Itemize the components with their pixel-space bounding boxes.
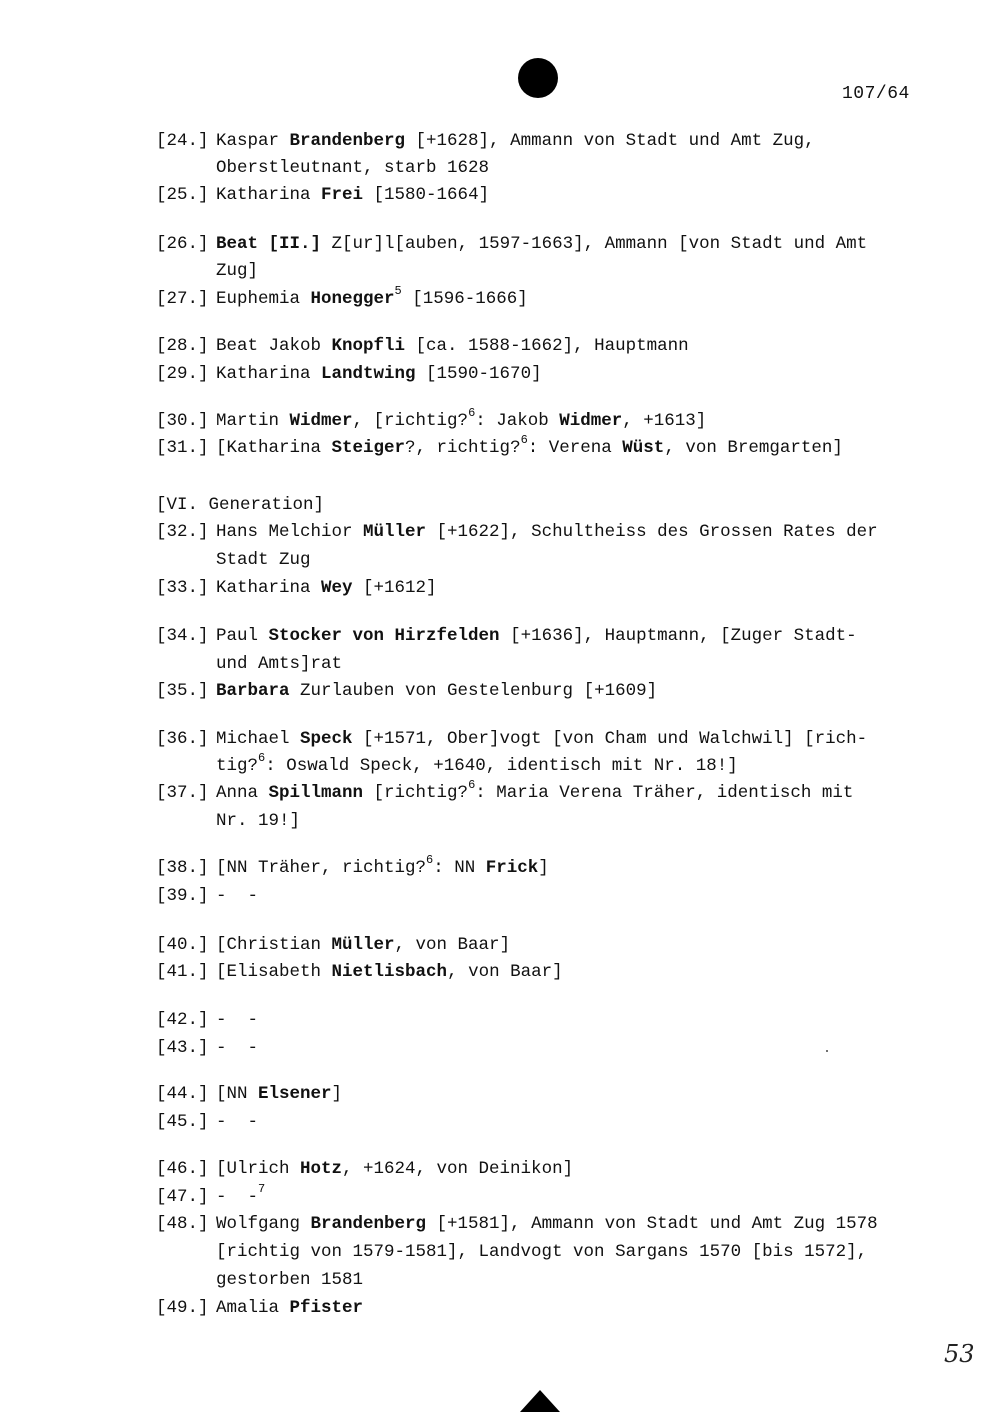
entry-text: - - — [216, 1112, 259, 1132]
entry-text: Katharina Frei [1580-1664] — [216, 185, 490, 205]
entry-text: - - — [216, 1010, 259, 1030]
entry-continuation: gestorben 1581 — [216, 1270, 364, 1290]
entry-text: [NN Träher, richtig?$^6$: NN Frick] — [216, 853, 549, 878]
entry-number: [37.] — [156, 783, 209, 803]
entry-text: Michael Speck [+1571, Ober]vogt [von Cham und Walchwil] [rich- — [216, 729, 868, 749]
entry-number: [31.] — [156, 438, 209, 458]
generation-heading: [VI. Generation] — [156, 495, 325, 515]
entry-number: [38.] — [156, 858, 209, 878]
entry-text: Katharina Landtwing [1590-1670] — [216, 364, 542, 384]
entry-text: Beat Jakob Knopfli [ca. 1588-1662], Hauptmann — [216, 336, 689, 356]
entry-text: [Ulrich Hotz, +1624, von Deinikon] — [216, 1159, 574, 1179]
entry-number: [49.] — [156, 1298, 209, 1318]
entry-number: [43.] — [156, 1038, 209, 1058]
entry-continuation: Zug] — [216, 261, 259, 281]
entry-number: [34.] — [156, 626, 209, 646]
entry-continuation: [richtig von 1579-1581], Landvogt von Sargans 1570 [bis 1572], — [216, 1242, 868, 1262]
handwritten-page-number: 53 — [944, 1340, 975, 1368]
entry-number: [36.] — [156, 729, 209, 749]
entry-text: Euphemia Honegger$^5$ [1596-1666] — [216, 284, 528, 309]
entry-text: Amalia Pfister — [216, 1298, 364, 1318]
entry-text: [NN Elsener] — [216, 1084, 343, 1104]
entry-number: [25.] — [156, 185, 209, 205]
entry-number: [35.] — [156, 681, 209, 701]
punch-mark-bottom — [520, 1390, 560, 1412]
entry-continuation: Stadt Zug — [216, 550, 311, 570]
entry-number: [39.] — [156, 886, 209, 906]
entry-number: [40.] — [156, 935, 209, 955]
entry-text: [Katharina Steiger?, richtig?$^6$: Verena Wüst, von Bremgarten] — [216, 433, 843, 458]
entry-number: [30.] — [156, 411, 209, 431]
entry-text: - - — [216, 886, 259, 906]
entry-text: Martin Widmer, [richtig?$^6$: Jakob Widmer, +1613] — [216, 406, 707, 431]
entry-text: Kaspar Brandenberg [+1628], Ammann von Stadt und Amt Zug, — [216, 131, 815, 151]
entry-text: - - — [216, 1038, 259, 1058]
entry-text: Beat [II.] Z[ur]l[auben, 1597-1663], Ammann [von Stadt und Amt — [216, 234, 868, 254]
entry-text: Anna Spillmann [richtig?$^6$: Maria Verena Träher, identisch mit — [216, 778, 854, 803]
entry-continuation: tig?$^6$: Oswald Speck, +1640, identisch mit Nr. 18!] — [216, 751, 738, 776]
entry-number: [29.] — [156, 364, 209, 384]
entry-number: [27.] — [156, 289, 209, 309]
entry-text: [Elisabeth Nietlisbach, von Baar] — [216, 962, 563, 982]
entry-text: - -$^7$ — [216, 1182, 266, 1207]
scan-speck — [826, 1050, 828, 1052]
entry-text: Hans Melchior Müller [+1622], Schultheiss des Grossen Rates der — [216, 522, 878, 542]
entry-text: Wolfgang Brandenberg [+1581], Ammann von Stadt und Amt Zug 1578 — [216, 1214, 878, 1234]
punch-hole-mark-top — [518, 58, 558, 98]
entry-number: [45.] — [156, 1112, 209, 1132]
entry-number: [42.] — [156, 1010, 209, 1030]
entry-continuation: und Amts]rat — [216, 654, 343, 674]
entry-text: Barbara Zurlauben von Gestelenburg [+1609] — [216, 681, 658, 701]
entry-number: [47.] — [156, 1187, 209, 1207]
entry-text: Katharina Wey [+1612] — [216, 578, 437, 598]
entry-number: [44.] — [156, 1084, 209, 1104]
entry-continuation: Oberstleutnant, starb 1628 — [216, 158, 490, 178]
entry-text: Paul Stocker von Hirzfelden [+1636], Hauptmann, [Zuger Stadt- — [216, 626, 857, 646]
entry-number: [33.] — [156, 578, 209, 598]
entry-number: [32.] — [156, 522, 209, 542]
entry-number: [28.] — [156, 336, 209, 356]
entry-number: [24.] — [156, 131, 209, 151]
entry-text: [Christian Müller, von Baar] — [216, 935, 511, 955]
entry-number: [26.] — [156, 234, 209, 254]
entry-continuation: Nr. 19!] — [216, 811, 301, 831]
page-number: 107/64 — [842, 84, 910, 104]
entry-number: [48.] — [156, 1214, 209, 1234]
entry-number: [41.] — [156, 962, 209, 982]
entry-number: [46.] — [156, 1159, 209, 1179]
